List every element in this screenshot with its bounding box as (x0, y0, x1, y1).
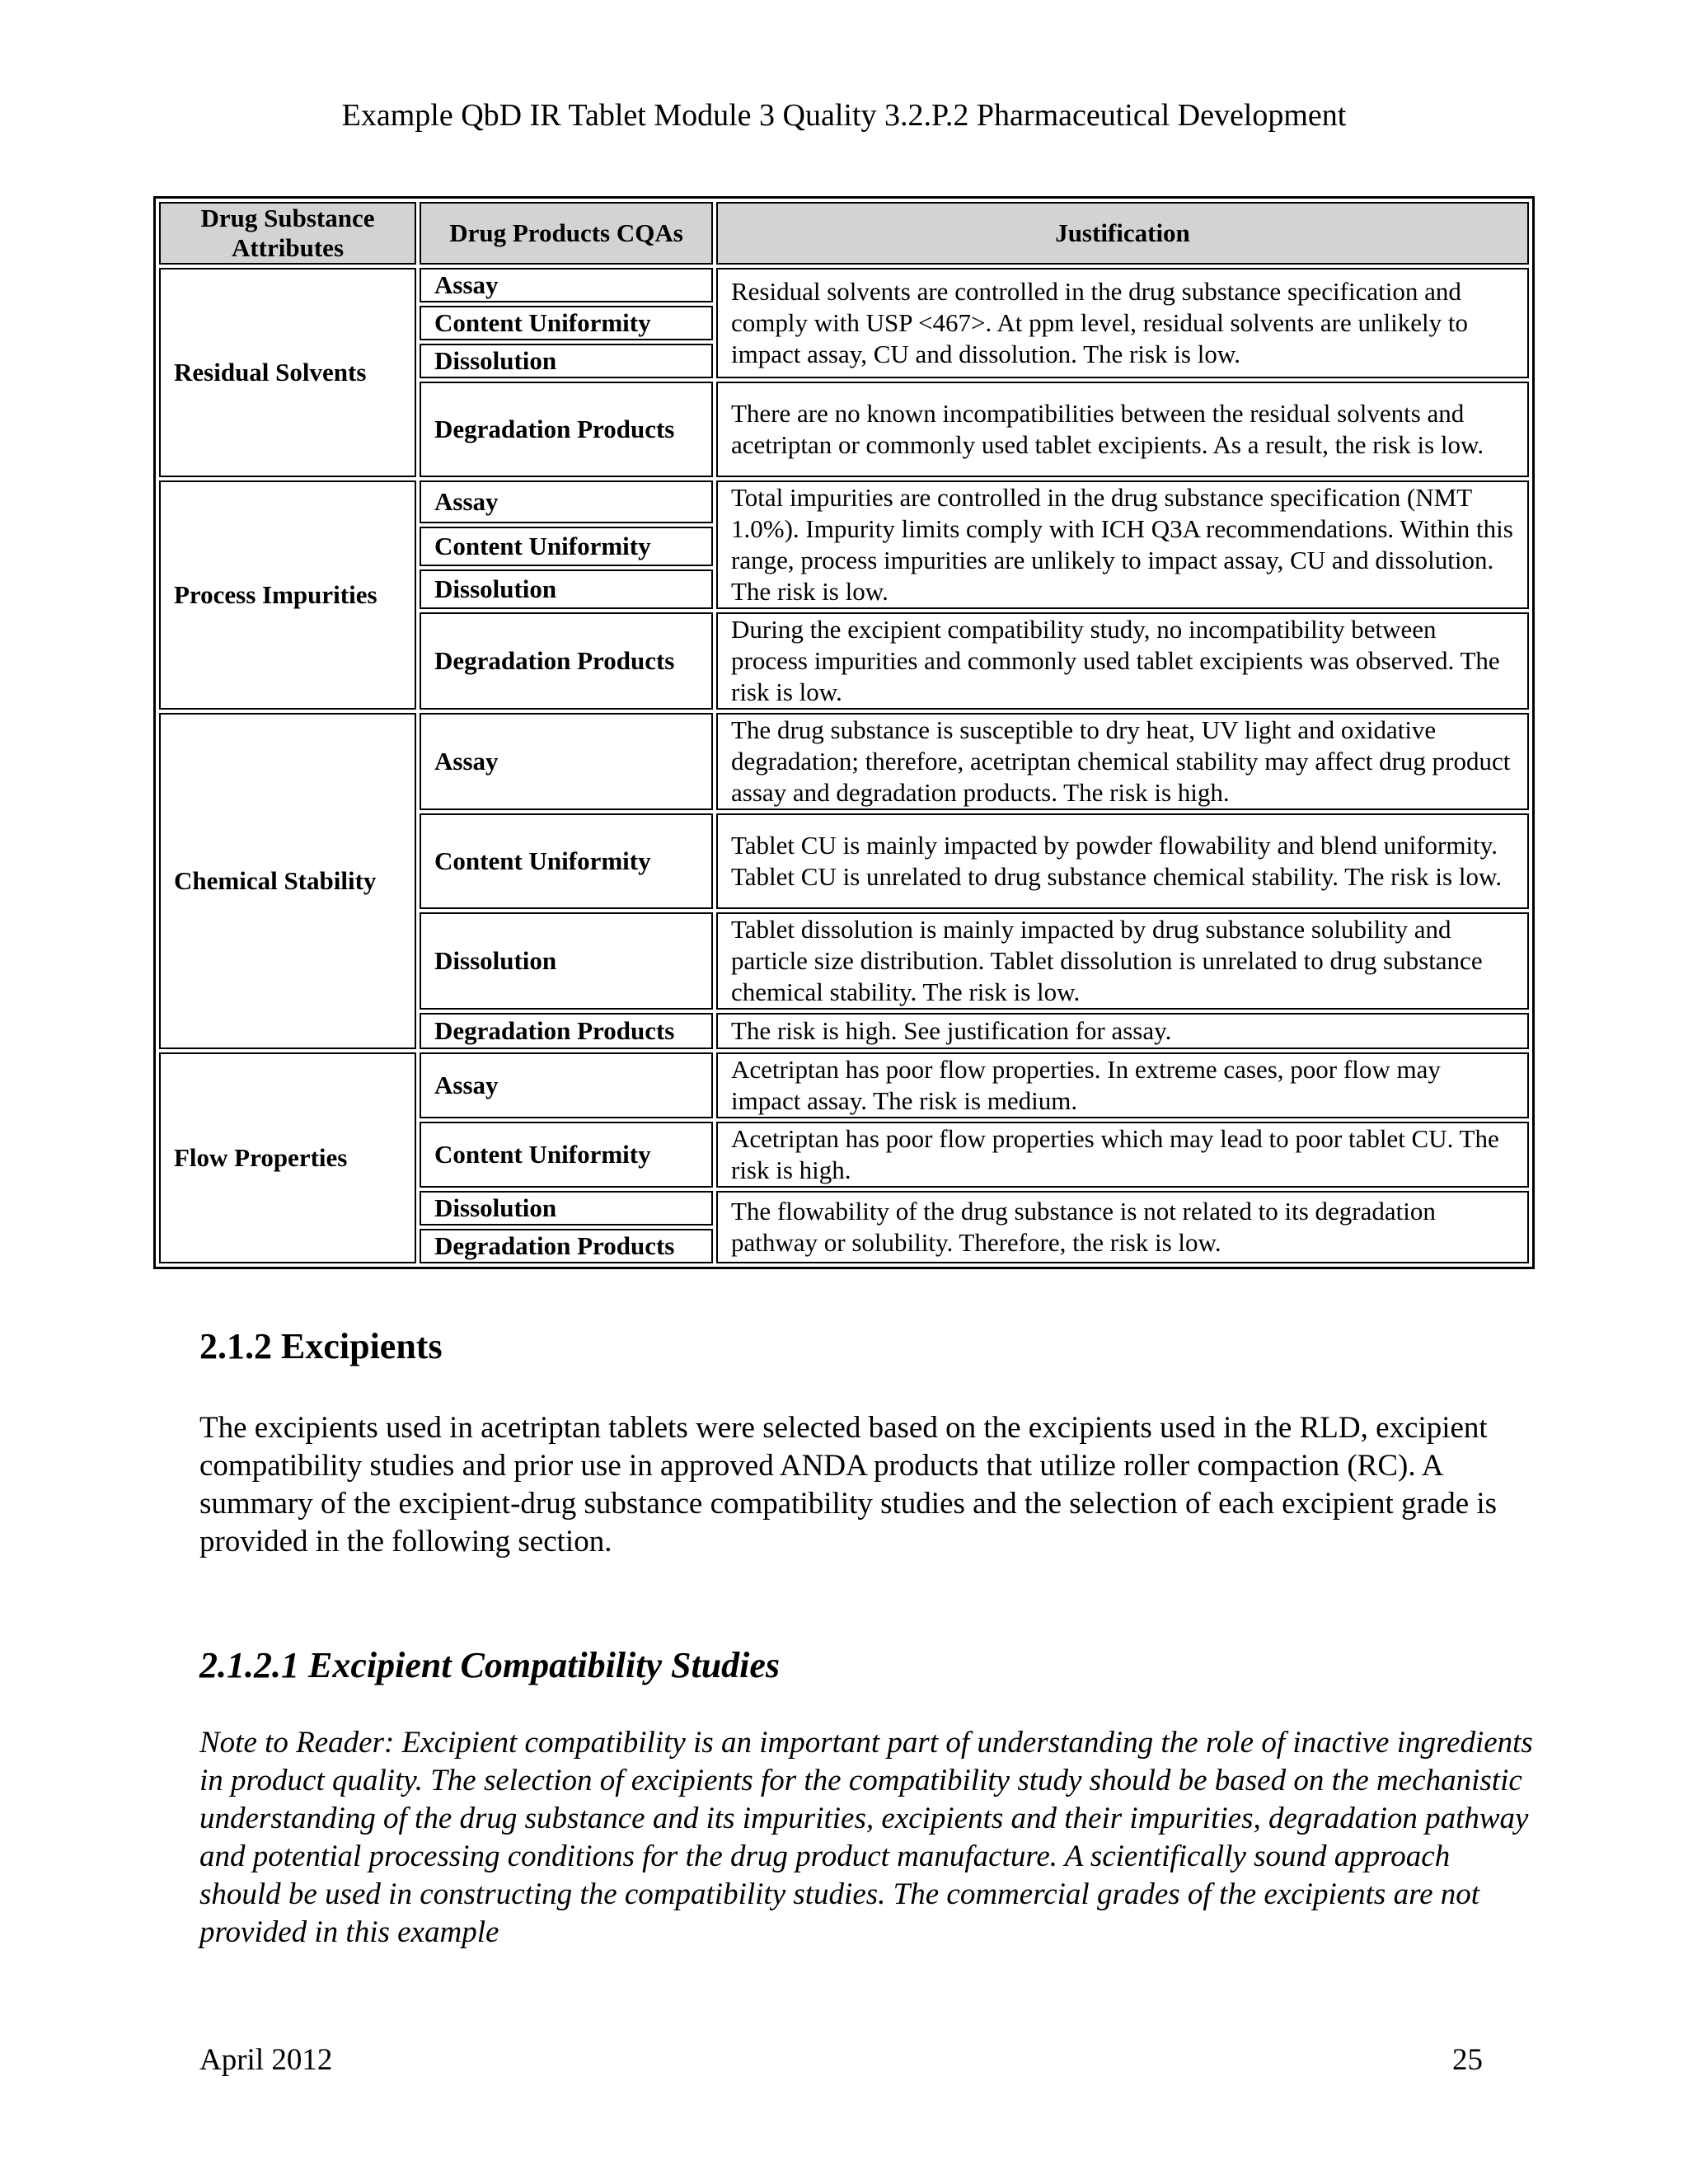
risk-assessment-table (153, 196, 1535, 1269)
col-header-justification: Justification (716, 202, 1529, 265)
justification-cell: The risk is high. See justification for assay. (716, 1013, 1529, 1049)
cqa-cell: Assay (420, 1052, 713, 1118)
cqa-cell: Assay (420, 713, 713, 810)
cqa-cell: Degradation Products (420, 382, 713, 477)
justification-cell: Total impurities are controlled in the drug substance specification (NMT 1.0%). Impurity limits comply with ICH Q3A recommendations. Within this range, process impurities are unlikely to impact assay, CU and dissolution. The risk is low. (716, 480, 1529, 609)
justification-cell: The drug substance is susceptible to dry heat, UV light and oxidative degradation; therefore, acetriptan chemical stability may affect drug product assay and degradation products. The risk is high. (716, 713, 1529, 810)
attribute-chemical-stability: Chemical Stability (159, 713, 416, 1049)
cqa-cell: Assay (420, 268, 713, 302)
justification-cell: Acetriptan has poor flow properties which may lead to poor tablet CU. The risk is high. (716, 1122, 1529, 1188)
justification-cell: Residual solvents are controlled in the drug substance specification and comply with USP <467>. At ppm level, residual solvents are unlikely to impact assay, CU and dissolution. The risk is low. (716, 268, 1529, 378)
justification-cell: Acetriptan has poor flow properties. In extreme cases, poor flow may impact assay. The risk is medium. (716, 1052, 1529, 1118)
justification-cell: Tablet dissolution is mainly impacted by drug substance solubility and particle size distribution. Tablet dissolution is unrelated to drug substance chemical stability. The risk is low. (716, 912, 1529, 1010)
cqa-cell: Content Uniformity (420, 306, 713, 340)
note-to-reader: Note to Reader: Excipient compatibility is an important part of understanding the role of inactive ingredients in product quality. The selection of excipients for the compatibility study should be based on the mechanistic understanding of the drug substance and its impurities, excipients and their impurities, degradation pathway and potential processing conditions for the drug product manufacture. A scientifically sound approach should be used in constructing the compatibility studies. The commercial grades of the excipients are not provided in this example (199, 1726, 1533, 1949)
attribute-process-impurities: Process Impurities (159, 480, 416, 710)
cqa-cell: Dissolution (420, 569, 713, 609)
justification-cell: The flowability of the drug substance is not related to its degradation pathway or solubility. Therefore, the risk is low. (716, 1191, 1529, 1263)
attribute-flow-properties: Flow Properties (159, 1052, 416, 1263)
table-row (159, 268, 1529, 302)
footer-date: April 2012 (199, 2043, 333, 2077)
cqa-cell: Dissolution (420, 1191, 713, 1226)
attribute-residual-solvents: Residual Solvents (159, 268, 416, 477)
cqa-cell: Content Uniformity (420, 813, 713, 909)
cqa-cell: Degradation Products (420, 1229, 713, 1263)
cqa-cell: Dissolution (420, 344, 713, 378)
section-heading: 2.1.2 Excipients (199, 1326, 443, 1366)
table-header-row (159, 202, 1529, 265)
running-header: Example QbD IR Tablet Module 3 Quality 3.2.P.2 Pharmaceutical Development (341, 98, 1347, 133)
subsection-heading: 2.1.2.1 Excipient Compatibility Studies (199, 1645, 781, 1685)
cqa-cell: Content Uniformity (420, 527, 713, 566)
cqa-cell: Degradation Products (420, 612, 713, 710)
cqa-cell: Assay (420, 480, 713, 523)
table-row (159, 713, 1529, 810)
justification-cell: There are no known incompatibilities between the residual solvents and acetriptan or commonly used tablet excipients. As a result, the risk is low. (716, 382, 1529, 477)
table-row (159, 1052, 1529, 1118)
col-header-attributes: Drug Substance Attributes (159, 202, 416, 265)
col-header-cqas: Drug Products CQAs (420, 202, 713, 265)
page-number: 25 (1452, 2043, 1483, 2077)
table-row (159, 480, 1529, 523)
justification-cell: During the excipient compatibility study, no incompatibility between process impurities and commonly used tablet excipients was observed. The risk is low. (716, 612, 1529, 710)
cqa-cell: Content Uniformity (420, 1122, 713, 1188)
cqa-cell: Dissolution (420, 912, 713, 1010)
justification-cell: Tablet CU is mainly impacted by powder flowability and blend uniformity. Tablet CU is unrelated to drug substance chemical stability. The risk is low. (716, 813, 1529, 909)
section-body: The excipients used in acetriptan tablets were selected based on the excipients used in the RLD, excipient compatibility studies and prior use in approved ANDA products that utilize roller compaction (RC). A summary of the excipient-drug substance compatibility studies and the selection of each excipient grade is provided in the following section. (199, 1411, 1498, 1558)
cqa-cell: Degradation Products (420, 1013, 713, 1049)
